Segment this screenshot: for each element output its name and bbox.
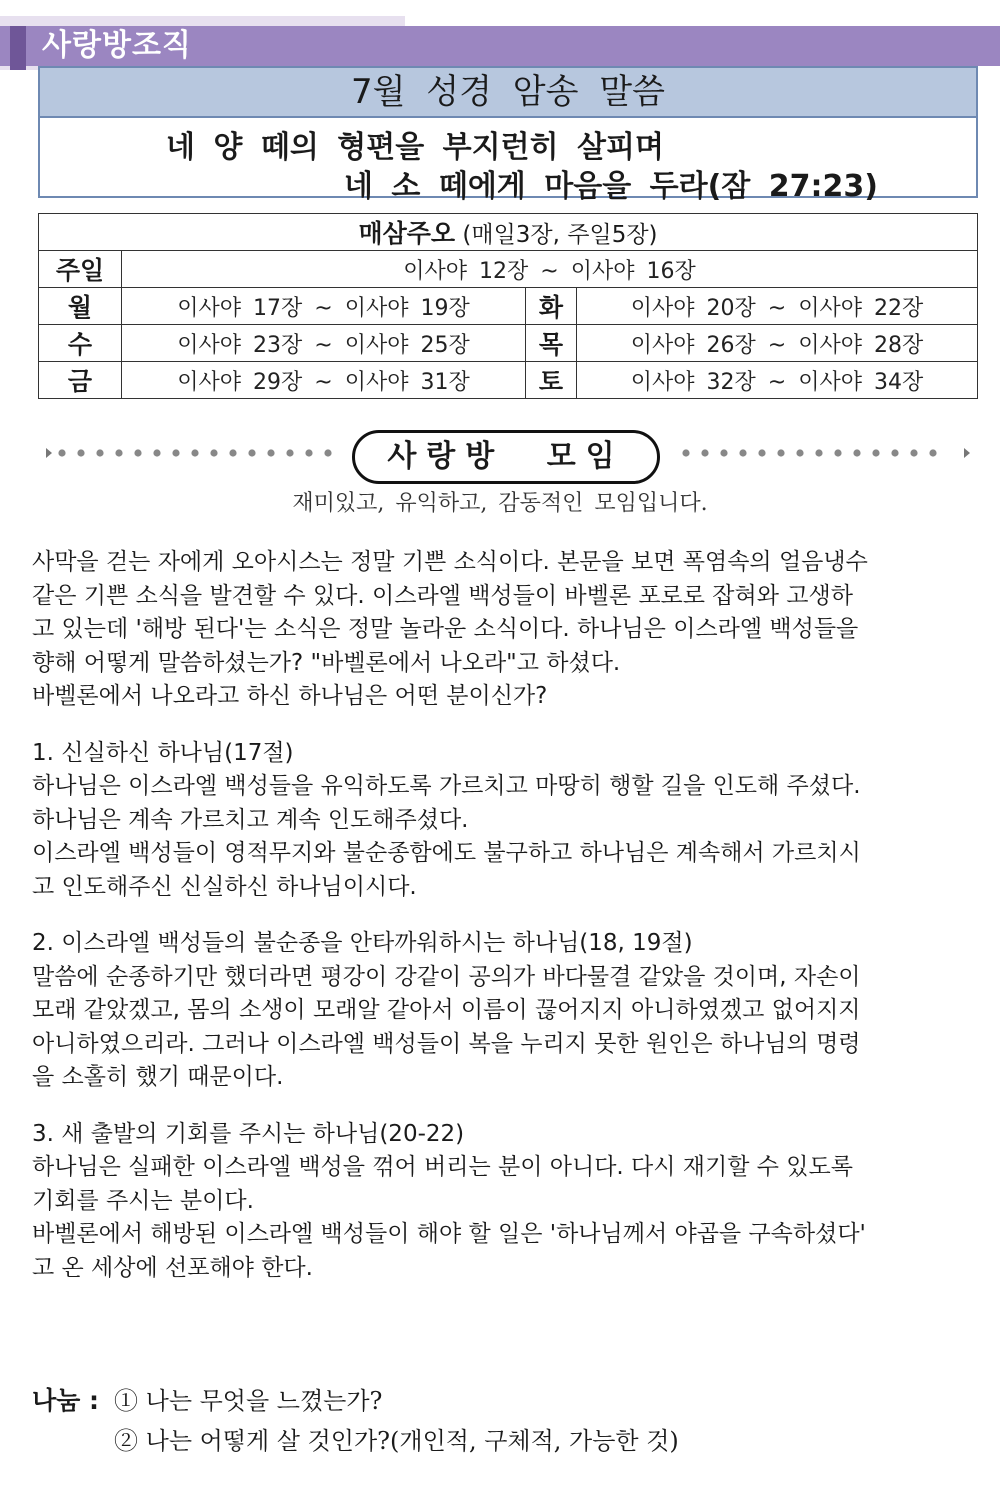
reading-plan-subtitle: (매일3장, 주일5장): [462, 222, 658, 248]
text-line: 기회를 주시는 분이다.: [32, 1187, 254, 1214]
point-heading: 3. 새 출발의 기회를 주시는 하나님(20-22): [32, 1120, 465, 1147]
text-line: 고 있는데 '해방 된다'는 소식은 정말 놀라운 소식이다. 하나님은 이스라엘 백성들을: [32, 616, 859, 642]
text-line: 아니하였으리라. 그러나 이스라엘 백성들이 복을 누리지 못한 원인은 하나님의 명령: [32, 1030, 861, 1057]
text-line: 사막을 걷는 자에게 오아시스는 정말 기쁜 소식이다. 본문을 보면 폭염속의 얼음냉수: [32, 549, 868, 575]
sharing-question-1: ① 나는 무엇을 느꼈는가?: [114, 1387, 383, 1415]
day-label: 금: [39, 362, 122, 399]
day-label: 월: [39, 288, 122, 325]
text-line: 을 소홀히 했기 때문이다.: [32, 1064, 284, 1090]
reading-range: 이사야 29장 ~ 이사야 31장: [122, 362, 526, 399]
reading-range: 이사야 32장 ~ 이사야 34장: [577, 362, 978, 399]
dotted-divider-right: [680, 448, 970, 458]
sharing-row: [32, 1381, 980, 1421]
point-heading: 1. 신실하신 하나님(17절): [32, 739, 294, 766]
intro-paragraph: [32, 546, 980, 714]
text-line: 향해 어떻게 말씀하셨는가? "바벨론에서 나오라"고 하셨다.: [32, 649, 621, 676]
point-heading: 2. 이스라엘 백성들의 불순종을 안타까워하시는 하나님(18, 19절): [32, 930, 693, 956]
memory-verse-line-1: 네 양 떼의 형편을 부지런히 살피며: [166, 130, 664, 165]
day-label: 수: [39, 325, 122, 362]
sermon-body: [32, 546, 980, 1285]
memory-verse-box: [38, 66, 978, 204]
point-2-paragraph: [32, 927, 980, 1095]
text-line: 모래 같았겠고, 몸의 소생이 모래알 같아서 이름이 끊어지지 아니하였겠고 없어지지: [32, 997, 861, 1023]
day-label: 화: [526, 288, 577, 325]
meeting-subtitle: 재미있고, 유익하고, 감동적인 모임입니다.: [292, 491, 708, 516]
sharing-label: 나눔 :: [32, 1386, 100, 1415]
reading-plan-title: 매삼주오: [358, 219, 456, 248]
meeting-title-pill: 사랑방 모임: [352, 430, 660, 484]
reading-range: 이사야 12장 ~ 이사야 16장: [122, 251, 978, 288]
table-row: [39, 214, 978, 251]
sharing-question-2: ② 나는 어떻게 살 것인가?(개인적, 구체적, 가능한 것): [114, 1427, 679, 1455]
section-banner: [0, 16, 1000, 70]
text-line: 이스라엘 백성들이 영적무지와 불순종함에도 불구하고 하나님은 계속해서 가르치시: [32, 840, 861, 866]
banner-tab-marker: [10, 26, 26, 70]
text-line: 고 온 세상에 선포해야 한다.: [32, 1254, 313, 1281]
table-row: [39, 325, 978, 362]
text-line: 바벨론에서 해방된 이스라엘 백성들이 해야 할 일은 '하나님께서 야곱을 구속하셨다': [32, 1221, 866, 1247]
text-line: 하나님은 계속 가르치고 계속 인도해주셨다.: [32, 806, 469, 833]
sharing-section: [32, 1381, 980, 1461]
table-row: [39, 251, 978, 288]
sharing-row: [32, 1421, 980, 1461]
day-label: 주일: [39, 251, 122, 288]
point-1-paragraph: [32, 737, 980, 905]
memory-verse-heading: 7월 성경 암송 말씀: [40, 68, 976, 118]
reading-range: 이사야 20장 ~ 이사야 22장: [577, 288, 978, 325]
banner-title: 사랑방조직: [42, 28, 192, 63]
reading-range: 이사야 23장 ~ 이사야 25장: [122, 325, 526, 362]
reading-plan-table: [38, 213, 978, 399]
table-row: [39, 362, 978, 399]
dotted-divider-left: [46, 448, 346, 458]
reading-range: 이사야 26장 ~ 이사야 28장: [577, 325, 978, 362]
day-label: 토: [526, 362, 577, 399]
text-line: 하나님은 실패한 이스라엘 백성을 꺾어 버리는 분이 아니다. 다시 재기할 수 있도록: [32, 1154, 853, 1180]
reading-plan-header: [39, 214, 978, 251]
memory-verse-line-2: 네 소 떼에게 마음을 두라(잠 27:23): [344, 169, 878, 204]
table-row: [39, 288, 978, 325]
text-line: 바벨론에서 나오라고 하신 하나님은 어떤 분이신가?: [32, 683, 548, 709]
reading-range: 이사야 17장 ~ 이사야 19장: [122, 288, 526, 325]
text-line: 하나님은 이스라엘 백성들을 유익하도록 가르치고 마땅히 행할 길을 인도해 주셨다.: [32, 773, 861, 799]
day-label: 목: [526, 325, 577, 362]
text-line: 같은 기쁜 소식을 발견할 수 있다. 이스라엘 백성들이 바벨론 포로로 잡혀와 고생하: [32, 582, 853, 609]
text-line: 고 인도해주신 신실하신 하나님이시다.: [32, 873, 417, 900]
text-line: 말씀에 순종하기만 했더라면 평강이 강같이 공의가 바다물결 같았을 것이며, 자손이: [32, 963, 861, 990]
point-3-paragraph: [32, 1118, 980, 1286]
